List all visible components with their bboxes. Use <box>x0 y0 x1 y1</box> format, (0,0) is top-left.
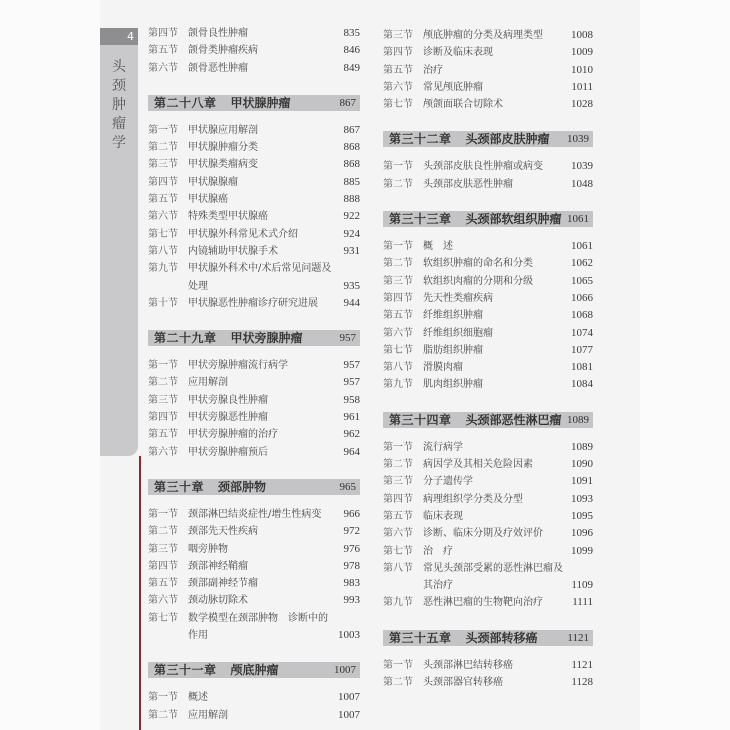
chapter-title: 颅底肿瘤 <box>230 663 279 678</box>
section-number: 第四节 <box>383 292 413 304</box>
toc-section-entry[interactable] <box>383 290 593 307</box>
chapter-page: 957 <box>339 332 356 345</box>
toc-chapter-entry[interactable] <box>148 330 360 346</box>
page-number: 4 <box>100 28 138 45</box>
section-page: 1061 <box>571 240 593 253</box>
section-title: 头颈部皮肤恶性肿瘤 <box>423 178 513 190</box>
section-page: 888 <box>343 193 360 206</box>
section-title: 甲状旁腺肿瘤流行病学 <box>188 360 288 372</box>
section-number: 第一节 <box>383 241 413 253</box>
toc-section-entry[interactable] <box>383 657 593 674</box>
toc-section-entry[interactable] <box>148 295 360 312</box>
section-page: 993 <box>343 594 360 607</box>
section-number: 第七节 <box>148 228 178 240</box>
section-page: 1048 <box>571 177 593 190</box>
section-number: 第五节 <box>148 578 178 590</box>
toc-section-entry[interactable] <box>383 674 593 691</box>
toc-section-entry[interactable] <box>148 707 360 724</box>
section-number: 第四节 <box>148 28 178 39</box>
section-title: 颈部淋巴结炎症性/增生性病变 <box>188 508 322 520</box>
section-title: 头颈部器官转移癌 <box>423 677 503 689</box>
section-number: 第三节 <box>148 543 178 555</box>
toc-section-entry[interactable] <box>383 325 593 342</box>
toc-section-entry[interactable] <box>383 44 593 61</box>
section-title: 甲状腺癌 <box>188 194 228 206</box>
toc-section-entry[interactable] <box>148 575 360 592</box>
toc-chapter-entry[interactable] <box>148 95 360 111</box>
section-page: 1095 <box>571 509 593 522</box>
section-number: 第三节 <box>383 30 413 41</box>
section-number: 第五节 <box>148 45 178 57</box>
section-number: 第六节 <box>383 327 413 339</box>
section-title: 特殊类型甲状腺癌 <box>188 211 268 223</box>
toc-section-entry[interactable] <box>148 122 360 139</box>
section-page: 1039 <box>571 160 593 173</box>
section-page: 1009 <box>571 46 593 59</box>
section-number: 第四节 <box>148 176 178 188</box>
section-title: 应用解剖 <box>188 377 228 389</box>
section-title: 流行病学 <box>423 441 463 453</box>
section-number: 第二节 <box>148 526 178 538</box>
section-number: 第三节 <box>148 394 178 406</box>
section-number: 第二节 <box>148 709 178 721</box>
section-page: 966 <box>343 507 360 520</box>
section-title: 甲状腺外科常见术式介绍 <box>188 228 298 240</box>
section-number: 第六节 <box>148 446 178 458</box>
section-number: 第一节 <box>148 508 178 520</box>
toc-chapter-entry[interactable] <box>383 131 593 147</box>
section-page: 978 <box>343 559 360 572</box>
toc-section-entry[interactable] <box>148 541 360 558</box>
section-page: 957 <box>343 359 360 372</box>
section-page: 1081 <box>571 361 593 374</box>
section-number: 第八节 <box>148 245 178 257</box>
section-title: 颈部先天性疾病 <box>188 526 258 538</box>
section-page: 983 <box>343 577 360 590</box>
section-page: 1011 <box>571 80 593 93</box>
section-title: 颈动脉切除术 <box>188 595 248 607</box>
section-number: 第九节 <box>148 263 178 275</box>
toc-section-entry[interactable] <box>383 342 593 359</box>
toc-section-entry[interactable] <box>148 357 360 374</box>
section-title: 头颈部淋巴结转移癌 <box>423 659 513 671</box>
section-title: 分子遗传学 <box>423 476 473 488</box>
toc-section-entry[interactable] <box>383 307 593 324</box>
chapter-number: 第三十一章 <box>154 663 217 678</box>
toc-chapter-entry[interactable] <box>148 479 360 495</box>
chapter-page: 965 <box>339 480 356 493</box>
section-page: 961 <box>343 411 360 424</box>
toc-section-entry[interactable] <box>148 374 360 391</box>
toc-section-entry[interactable] <box>148 610 360 645</box>
chapter-title: 头颈部皮肤肿瘤 <box>465 132 550 147</box>
section-title: 肌肉组织肿瘤 <box>423 379 483 391</box>
toc-section-entry[interactable] <box>383 255 593 272</box>
section-title: 软组织肿瘤的命名和分类 <box>423 258 533 270</box>
section-number: 第八节 <box>383 362 413 374</box>
section-title: 甲状腺肿瘤分类 <box>188 142 258 154</box>
toc-section-entry[interactable] <box>148 558 360 575</box>
chapter-title: 甲状腺肿瘤 <box>230 95 291 110</box>
section-page: 922 <box>343 210 360 223</box>
section-page: 1074 <box>571 326 593 339</box>
section-title: 概 述 <box>423 241 453 253</box>
section-number: 第六节 <box>148 62 178 74</box>
chapter-title: 头颈部转移癌 <box>465 630 538 645</box>
section-page: 962 <box>343 428 360 441</box>
section-number: 第一节 <box>148 124 178 136</box>
section-number: 第二节 <box>148 377 178 389</box>
toc-chapter-entry[interactable] <box>383 630 593 646</box>
section-page: 1003 <box>338 629 360 642</box>
section-title: 颅底肿瘤的分类及病理类型 <box>423 30 543 41</box>
toc-section-entry[interactable] <box>148 409 360 426</box>
section-page: 1010 <box>571 63 593 76</box>
section-page: 1090 <box>571 458 593 471</box>
section-number: 第五节 <box>148 194 178 206</box>
section-page: 846 <box>343 44 360 57</box>
section-page: 868 <box>343 141 360 154</box>
section-title: 常见头颈部受累的恶性淋巴瘤及其治疗 <box>423 562 563 592</box>
section-number: 第五节 <box>383 510 413 522</box>
toc-section-entry[interactable] <box>148 25 360 42</box>
toc-section-entry[interactable] <box>148 506 360 523</box>
toc-section-entry[interactable] <box>383 158 593 175</box>
chapter-number: 第三十二章 <box>389 132 452 147</box>
section-page: 1007 <box>338 691 360 704</box>
toc-section-entry[interactable] <box>383 439 593 456</box>
section-title: 概述 <box>188 692 208 704</box>
section-title: 先天性类瘤疾病 <box>423 292 493 304</box>
chapter-page: 867 <box>339 96 356 109</box>
toc-section-entry[interactable] <box>148 243 360 260</box>
chapter-page: 1121 <box>567 631 589 644</box>
section-number: 第一节 <box>148 360 178 372</box>
section-title: 颅颌面联合切除术 <box>423 99 503 111</box>
section-page: 1066 <box>571 291 593 304</box>
section-number: 第二节 <box>383 459 413 471</box>
chapter-title: 颈部肿物 <box>218 479 267 494</box>
section-number: 第六节 <box>148 595 178 607</box>
toc-section-entry[interactable] <box>148 139 360 156</box>
section-page: 958 <box>343 393 360 406</box>
toc-section-entry[interactable] <box>148 392 360 409</box>
section-title: 颈部神经鞘瘤 <box>188 560 248 572</box>
toc-section-entry[interactable] <box>383 456 593 473</box>
section-title: 诊断及临床表现 <box>423 47 493 59</box>
toc-section-entry[interactable] <box>148 689 360 706</box>
section-title: 治 疗 <box>423 545 453 557</box>
toc-section-entry[interactable] <box>383 491 593 508</box>
toc-section-entry[interactable] <box>148 260 360 295</box>
section-title: 咽旁肿物 <box>188 543 228 555</box>
section-title: 软组织肉瘤的分期和分级 <box>423 275 533 287</box>
toc-left-column <box>148 25 360 724</box>
toc-section-entry[interactable] <box>383 359 593 376</box>
section-page: 1065 <box>571 274 593 287</box>
section-page: 964 <box>343 445 360 458</box>
section-page: 972 <box>343 525 360 538</box>
section-page: 957 <box>343 376 360 389</box>
toc-section-entry[interactable] <box>383 238 593 255</box>
section-number: 第七节 <box>383 99 413 111</box>
chapter-title: 头颈部软组织肿瘤 <box>465 212 562 227</box>
section-title: 颈部副神经节瘤 <box>188 578 258 590</box>
section-page: 1121 <box>571 658 593 671</box>
section-number: 第六节 <box>148 211 178 223</box>
section-number: 第二节 <box>383 178 413 190</box>
section-title: 甲状腺外科术中/术后常见问题及处理 <box>188 263 332 292</box>
section-page: 1096 <box>571 527 593 540</box>
section-page: 849 <box>343 61 360 74</box>
section-number: 第四节 <box>148 412 178 424</box>
section-number: 第三节 <box>383 476 413 488</box>
chapter-number: 第三十四章 <box>389 412 452 427</box>
section-title: 纤维组织细胞瘤 <box>423 327 493 339</box>
section-title: 病理组织学分类及分型 <box>423 493 523 505</box>
section-number: 第四节 <box>148 560 178 572</box>
section-page: 1062 <box>571 257 593 270</box>
toc-section-entry[interactable] <box>383 62 593 79</box>
section-page: 1128 <box>571 676 593 689</box>
section-number: 第五节 <box>383 310 413 322</box>
toc-section-entry[interactable] <box>383 543 593 560</box>
book-title-vertical: 头颈肿瘤学 <box>112 59 126 151</box>
section-page: 1008 <box>571 29 593 41</box>
toc-section-entry[interactable] <box>148 42 360 59</box>
toc-section-entry[interactable] <box>148 226 360 243</box>
section-title: 甲状旁腺恶性肿瘤 <box>188 412 268 424</box>
chapter-number: 第三十三章 <box>389 212 452 227</box>
toc-section-entry[interactable] <box>383 473 593 490</box>
section-page: 885 <box>343 175 360 188</box>
toc-section-entry[interactable] <box>148 426 360 443</box>
toc-section-entry[interactable] <box>383 96 593 113</box>
section-title: 甲状腺类瘤病变 <box>188 159 258 171</box>
section-page: 868 <box>343 158 360 171</box>
toc-section-entry[interactable] <box>148 592 360 609</box>
section-number: 第六节 <box>383 528 413 540</box>
section-number: 第二节 <box>383 258 413 270</box>
section-number: 第四节 <box>383 493 413 505</box>
section-number: 第二节 <box>383 677 413 689</box>
toc-section-entry[interactable] <box>383 508 593 525</box>
section-title: 临床表现 <box>423 510 463 522</box>
section-page: 1077 <box>571 343 593 356</box>
section-page: 1089 <box>571 440 593 453</box>
section-number: 第一节 <box>383 441 413 453</box>
section-title: 应用解剖 <box>188 709 228 721</box>
chapter-number: 第三十五章 <box>389 630 452 645</box>
section-page: 1091 <box>571 475 593 488</box>
section-page: 944 <box>343 296 360 309</box>
section-title: 纤维组织肿瘤 <box>423 310 483 322</box>
section-title: 甲状腺应用解剖 <box>188 124 258 136</box>
section-page: 1068 <box>571 309 593 322</box>
section-page: 976 <box>343 542 360 555</box>
toc-section-entry[interactable] <box>383 79 593 96</box>
toc-chapter-entry[interactable] <box>148 662 360 678</box>
section-page: 1007 <box>338 708 360 721</box>
section-page: 931 <box>343 244 360 257</box>
section-number: 第三节 <box>383 275 413 287</box>
section-number: 第一节 <box>148 692 178 704</box>
section-number: 第七节 <box>148 612 178 624</box>
toc-section-entry[interactable] <box>148 156 360 173</box>
toc-chapter-entry[interactable] <box>383 211 593 227</box>
toc-section-entry[interactable] <box>383 560 593 595</box>
section-number: 第十节 <box>148 297 178 309</box>
toc-section-entry[interactable] <box>148 174 360 191</box>
section-title: 诊断、临床分期及疗效评价 <box>423 528 543 540</box>
chapter-page: 1061 <box>567 213 589 226</box>
section-title: 颌骨恶性肿瘤 <box>188 62 248 74</box>
section-title: 脂肪组织肿瘤 <box>423 344 483 356</box>
chapter-number: 第三十章 <box>154 479 205 494</box>
toc-section-entry[interactable] <box>148 191 360 208</box>
section-title: 甲状腺恶性肿瘤诊疗研究进展 <box>188 297 318 309</box>
section-title: 头颈部皮肤良性肿瘤或病变 <box>423 161 543 173</box>
spine-edge-line <box>139 456 141 730</box>
section-title: 病因学及其相关危险因素 <box>423 459 533 471</box>
section-title: 甲状腺腺瘤 <box>188 176 238 188</box>
toc-section-entry[interactable] <box>383 594 593 611</box>
toc-chapter-entry[interactable] <box>383 412 593 428</box>
section-page: 1028 <box>571 98 593 111</box>
section-number: 第三节 <box>148 159 178 171</box>
toc-section-entry[interactable] <box>383 27 593 44</box>
section-title: 颌骨良性肿瘤 <box>188 28 248 39</box>
section-number: 第七节 <box>383 344 413 356</box>
section-page: 867 <box>343 123 360 136</box>
section-number: 第五节 <box>148 429 178 441</box>
chapter-title: 甲状旁腺肿瘤 <box>230 331 303 346</box>
section-page: 1084 <box>571 378 593 391</box>
section-number: 第五节 <box>383 64 413 76</box>
toc-section-entry[interactable] <box>148 444 360 461</box>
section-page: 1109 <box>571 579 593 592</box>
section-number: 第七节 <box>383 545 413 557</box>
chapter-number: 第二十九章 <box>154 331 217 346</box>
toc-right-column <box>383 27 593 691</box>
chapter-page: 1039 <box>567 133 589 146</box>
section-title: 数学模型在颈部肿物 诊断中的作用 <box>188 612 328 642</box>
section-title: 甲状旁腺良性肿瘤 <box>188 394 268 406</box>
toc-section-entry[interactable] <box>148 60 360 77</box>
chapter-title: 头颈部恶性淋巴瘤 <box>465 412 562 427</box>
section-number: 第一节 <box>383 659 413 671</box>
toc-section-entry[interactable] <box>383 525 593 542</box>
section-page: 835 <box>343 27 360 39</box>
section-number: 第四节 <box>383 47 413 59</box>
chapter-page: 1007 <box>334 664 356 677</box>
toc-section-entry[interactable] <box>383 176 593 193</box>
section-number: 第九节 <box>383 597 413 609</box>
section-title: 甲状旁腺肿瘤的治疗 <box>188 429 278 441</box>
section-page: 1093 <box>571 492 593 505</box>
section-number: 第一节 <box>383 161 413 173</box>
section-number: 第二节 <box>148 142 178 154</box>
section-title: 内镜辅助甲状腺手术 <box>188 245 278 257</box>
section-number: 第九节 <box>383 379 413 391</box>
section-title: 治疗 <box>423 64 443 76</box>
chapter-page: 1089 <box>567 413 589 426</box>
section-page: 1099 <box>571 544 593 557</box>
section-title: 恶性淋巴瘤的生物靶向治疗 <box>423 597 543 609</box>
toc-section-entry[interactable] <box>148 523 360 540</box>
section-title: 常见颅底肿瘤 <box>423 81 483 93</box>
toc-section-entry[interactable] <box>383 273 593 290</box>
section-number: 第六节 <box>383 81 413 93</box>
chapter-number: 第二十八章 <box>154 95 217 110</box>
section-title: 甲状旁腺肿瘤预后 <box>188 446 268 458</box>
section-title: 颌骨类肿瘤疾病 <box>188 45 258 57</box>
toc-section-entry[interactable] <box>148 208 360 225</box>
section-title: 滑膜肉瘤 <box>423 362 463 374</box>
section-page: 1111 <box>572 596 593 609</box>
toc-section-entry[interactable] <box>383 376 593 393</box>
section-number: 第八节 <box>383 562 413 574</box>
section-page: 935 <box>343 279 360 292</box>
section-page: 924 <box>343 227 360 240</box>
